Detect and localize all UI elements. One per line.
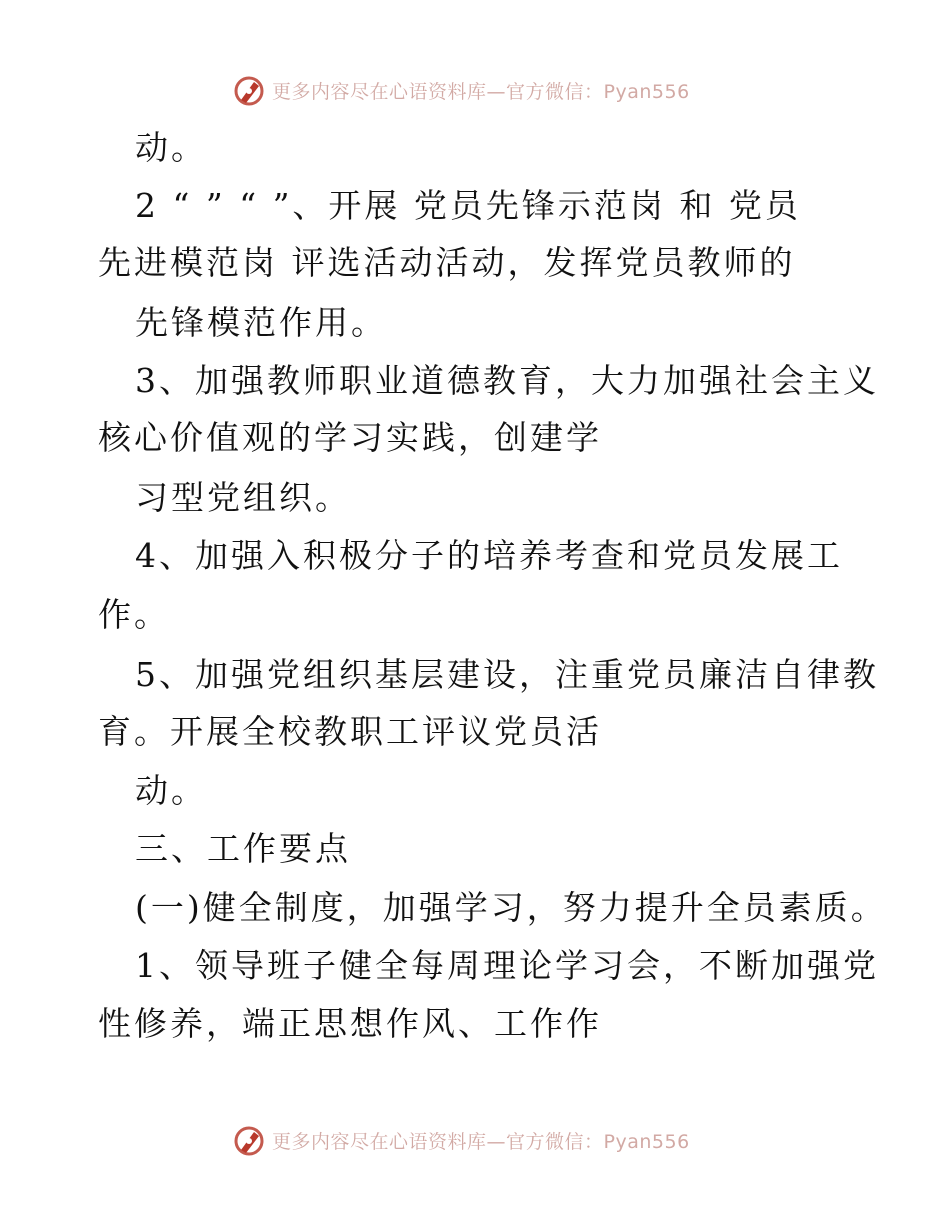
pen-nib-circle-icon xyxy=(232,73,266,107)
subsection-heading: (一)健全制度，加强学习，努力提升全员素质。 xyxy=(135,888,887,927)
section-heading: 三、工作要点 xyxy=(135,829,351,868)
footer-watermark xyxy=(232,1123,690,1157)
text-line: 动。 xyxy=(135,128,207,167)
text-line: 核心价值观的学习实践，创建学 xyxy=(98,418,602,457)
text-line: 作。 xyxy=(98,595,170,634)
text-line: 3、加强教师职业道德教育，大力加强社会主义 xyxy=(135,361,879,400)
text-line: 习型党组织。 xyxy=(135,478,351,517)
text-line: 动。 xyxy=(135,771,207,810)
text-line: 先锋模范作用。 xyxy=(135,303,387,342)
header-watermark xyxy=(232,73,690,107)
watermark-text: 更多内容尽在心语资料库—官方微信：Pyan556 xyxy=(272,80,690,103)
text-line: 5、加强党组织基层建设，注重党员廉洁自律教 xyxy=(135,655,879,694)
text-line: 1、领导班子健全每周理论学习会，不断加强党 xyxy=(135,946,879,985)
text-line: 性修养，端正思想作风、工作作 xyxy=(98,1004,602,1043)
text-line: 2 “ ” “ ”、开展 党员先锋示范岗 和 党员 xyxy=(135,186,801,225)
watermark-text: 更多内容尽在心语资料库—官方微信：Pyan556 xyxy=(272,1130,690,1153)
text-line: 先进模范岗 评选活动活动，发挥党员教师的 xyxy=(98,243,796,282)
text-line: 育。开展全校教职工评议党员活 xyxy=(98,712,602,751)
text-line: 4、加强入积极分子的培养考查和党员发展工 xyxy=(135,536,843,575)
pen-nib-circle-icon xyxy=(232,1123,266,1157)
